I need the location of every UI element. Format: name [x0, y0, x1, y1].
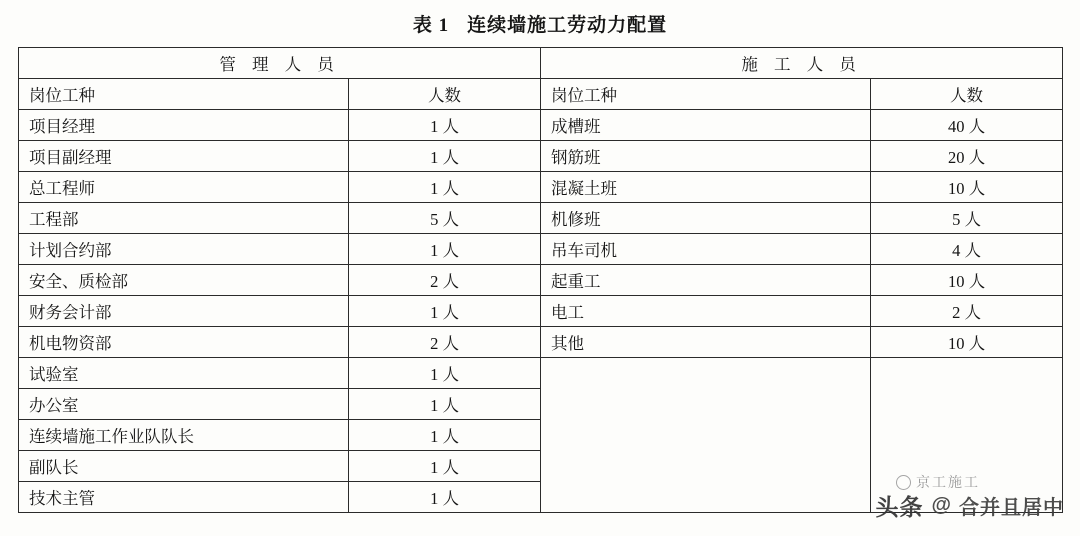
- table-row: [19, 327, 1063, 358]
- cons-count: 40 人: [871, 110, 1063, 141]
- cons-role: 电工: [541, 296, 871, 327]
- mgmt-count: 1 人: [349, 110, 541, 141]
- table-row: [19, 203, 1063, 234]
- group-header-row: [19, 48, 1063, 79]
- table-row: [19, 389, 1063, 420]
- empty-cell: [541, 482, 871, 513]
- mgmt-role: 计划合约部: [19, 234, 349, 265]
- empty-cell: [871, 389, 1063, 420]
- mgmt-count: 1 人: [349, 141, 541, 172]
- empty-cell: [871, 358, 1063, 389]
- watermark-stamp-text: 京工施工: [916, 474, 980, 490]
- cons-count: 10 人: [871, 265, 1063, 296]
- empty-cell: [541, 358, 871, 389]
- column-header-cons-count: 人数: [871, 79, 1063, 110]
- cons-count: 2 人: [871, 296, 1063, 327]
- cons-count: 5 人: [871, 203, 1063, 234]
- cons-role: 其他: [541, 327, 871, 358]
- cons-count: 10 人: [871, 172, 1063, 203]
- mgmt-role: 技术主管: [19, 482, 349, 513]
- cons-role: 起重工: [541, 265, 871, 296]
- table-title: [0, 0, 1080, 47]
- mgmt-role: 安全、质检部: [19, 265, 349, 296]
- mgmt-role: 机电物资部: [19, 327, 349, 358]
- mgmt-role: 连续墙施工作业队队长: [19, 420, 349, 451]
- table-row: [19, 141, 1063, 172]
- cons-count: 10 人: [871, 327, 1063, 358]
- cons-role: 成槽班: [541, 110, 871, 141]
- cons-count: 20 人: [871, 141, 1063, 172]
- empty-cell: [541, 451, 871, 482]
- mgmt-role: 项目副经理: [19, 141, 349, 172]
- mgmt-count: 1 人: [349, 172, 541, 203]
- empty-cell: [541, 420, 871, 451]
- mgmt-role: 副队长: [19, 451, 349, 482]
- table-row: [19, 358, 1063, 389]
- stamp-circle-icon: [896, 475, 911, 490]
- mgmt-count: 1 人: [349, 389, 541, 420]
- mgmt-count: 2 人: [349, 327, 541, 358]
- column-header-mgmt-count: 人数: [349, 79, 541, 110]
- mgmt-role: 试验室: [19, 358, 349, 389]
- watermark-account: 合并且居中: [959, 497, 1064, 519]
- cons-count: 4 人: [871, 234, 1063, 265]
- cons-role: 混凝土班: [541, 172, 871, 203]
- mgmt-count: 1 人: [349, 420, 541, 451]
- watermark-platform: 头条: [875, 494, 924, 520]
- mgmt-count: 2 人: [349, 265, 541, 296]
- mgmt-role: 项目经理: [19, 110, 349, 141]
- mgmt-count: 5 人: [349, 203, 541, 234]
- table-number: 表 1: [412, 15, 450, 36]
- table-row: [19, 296, 1063, 327]
- mgmt-role: 财务会计部: [19, 296, 349, 327]
- column-header-mgmt-role: 岗位工种: [19, 79, 349, 110]
- column-header-row: [19, 79, 1063, 110]
- mgmt-role: 总工程师: [19, 172, 349, 203]
- table-row: [19, 420, 1063, 451]
- mgmt-count: 1 人: [349, 451, 541, 482]
- empty-cell: [871, 420, 1063, 451]
- mgmt-count: 1 人: [349, 482, 541, 513]
- mgmt-role: 工程部: [19, 203, 349, 234]
- table-row: [19, 265, 1063, 296]
- watermark: [875, 489, 1064, 522]
- labor-allocation-table: [18, 47, 1063, 513]
- group-header-construction: 施 工 人 员: [541, 48, 1063, 79]
- table-title-text: 连续墙施工劳动力配置: [467, 15, 668, 36]
- cons-role: 机修班: [541, 203, 871, 234]
- mgmt-count: 1 人: [349, 296, 541, 327]
- mgmt-role: 办公室: [19, 389, 349, 420]
- table-row: [19, 110, 1063, 141]
- cons-role: 吊车司机: [541, 234, 871, 265]
- table-row: [19, 172, 1063, 203]
- mgmt-count: 1 人: [349, 234, 541, 265]
- mgmt-count: 1 人: [349, 358, 541, 389]
- table-row: [19, 234, 1063, 265]
- group-header-management: 管 理 人 员: [19, 48, 541, 79]
- column-header-cons-role: 岗位工种: [541, 79, 871, 110]
- empty-cell: [541, 389, 871, 420]
- cons-role: 钢筋班: [541, 141, 871, 172]
- table-body: [19, 48, 1063, 513]
- watermark-at-symbol: @: [931, 494, 951, 516]
